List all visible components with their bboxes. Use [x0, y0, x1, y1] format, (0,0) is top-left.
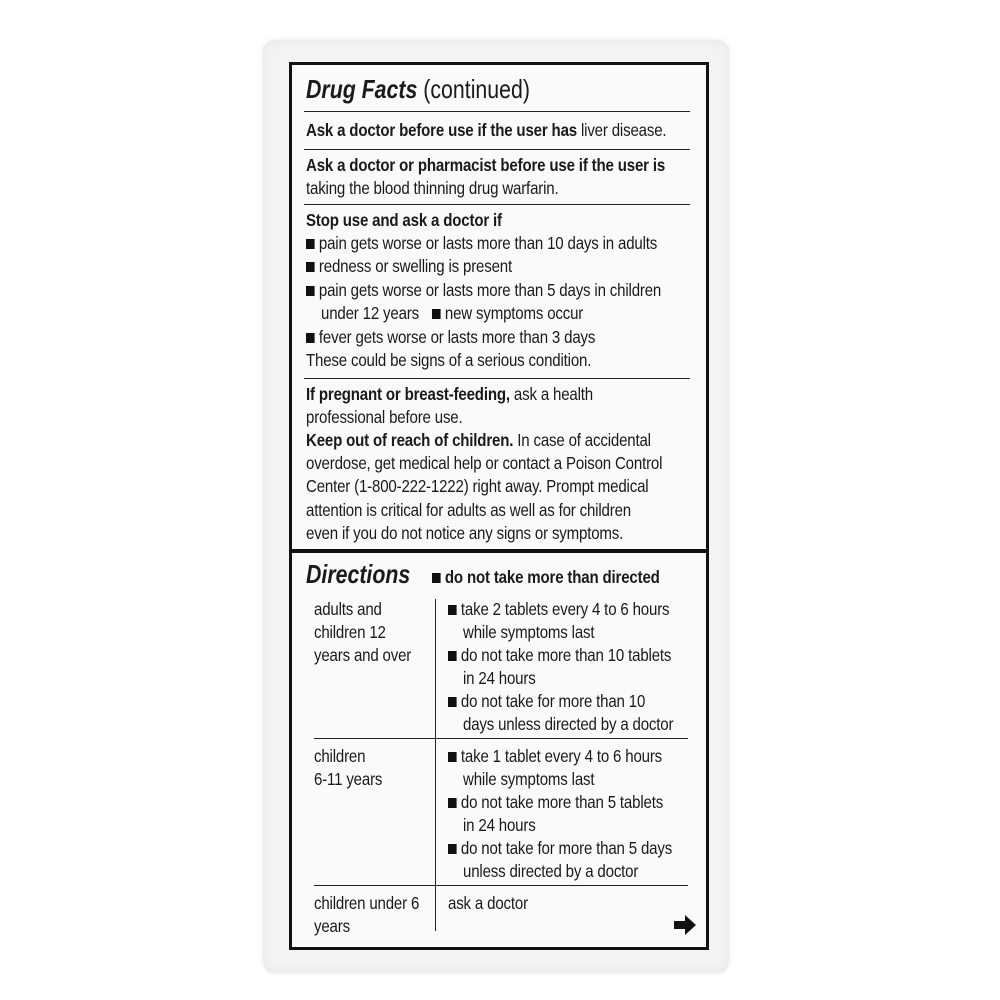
keep-out-text: Center (1-800-222-1222) right away. Prompt medical [306, 476, 649, 496]
directions-title: Directions [306, 559, 411, 589]
warfarin-warning-text: taking the blood thinning drug warfarin. [306, 178, 559, 198]
pregnancy-warning-bold: If pregnant or breast-feeding, [306, 384, 510, 404]
pregnancy-warning-text: ask a health [513, 384, 594, 404]
table-cell-who: 6-11 years [314, 769, 383, 789]
directions-note: do not take more than directed [432, 566, 660, 589]
liver-warning-text: liver disease. [580, 120, 667, 140]
table-cell-dose: days unless directed by a doctor [463, 714, 674, 734]
table-row-divider [314, 885, 688, 886]
keep-out-text: even if you do not notice any signs or symptoms. [306, 523, 624, 543]
table-cell-who: children [314, 746, 366, 766]
stop-use-item-cont: under 12 years [321, 303, 419, 323]
table-cell-dose: while symptoms last [463, 769, 595, 789]
pregnancy-warning-text-2: professional before use. [306, 407, 463, 427]
table-cell-who: children under 6 [314, 893, 420, 913]
liver-warning [306, 119, 666, 142]
drug-facts-panel [289, 62, 709, 950]
table-cell-dose: unless directed by a doctor [463, 861, 639, 881]
keep-out-warning [306, 429, 651, 452]
table-cell-dose: do not take more than 5 tablets [448, 791, 663, 814]
table-cell-dose: do not take for more than 10 [448, 690, 645, 713]
title-suffix: (continued) [423, 74, 530, 104]
pregnancy-warning [306, 383, 593, 406]
table-cell-dose: take 1 tablet every 4 to 6 hours [448, 745, 662, 768]
stop-use-item: fever gets worse or lasts more than 3 days [306, 326, 595, 349]
table-cell-who: adults and [314, 599, 382, 619]
liver-warning-bold: Ask a doctor before use if the user has [306, 120, 577, 140]
stop-use-item: pain gets worse or lasts more than 10 days in adults [306, 232, 657, 255]
divider [304, 111, 690, 112]
stop-use-closing: These could be signs of a serious condition. [306, 350, 592, 370]
keep-out-text: attention is critical for adults as well as for children [306, 500, 631, 520]
table-cell-who: children 12 [314, 622, 386, 642]
table-cell-dose: take 2 tablets every 4 to 6 hours [448, 598, 669, 621]
divider [304, 149, 690, 150]
title-text: Drug Facts [306, 74, 418, 104]
table-cell-who: years [314, 916, 350, 936]
table-column-divider [435, 599, 436, 931]
table-cell-dose: in 24 hours [463, 815, 536, 835]
stop-use-item: pain gets worse or lasts more than 5 days in children [306, 279, 661, 302]
table-row-divider [314, 738, 688, 739]
keep-out-bold: Keep out of reach of children. [306, 430, 514, 450]
table-cell-dose: do not take for more than 5 days [448, 837, 672, 860]
table-cell-dose: in 24 hours [463, 668, 536, 688]
arrow-right-icon [674, 915, 696, 935]
stop-use-item: new symptoms occur [432, 302, 583, 325]
table-cell-who: years and over [314, 645, 412, 665]
table-cell-dose: ask a doctor [448, 893, 528, 913]
divider [304, 378, 690, 379]
keep-out-text: In case of accidental [517, 430, 651, 450]
section-separator [292, 549, 706, 553]
keep-out-text: overdose, get medical help or contact a Poison Control [306, 453, 663, 473]
table-cell-dose: do not take more than 10 tablets [448, 644, 671, 667]
warfarin-warning-bold: Ask a doctor or pharmacist before use if the user is [306, 155, 666, 175]
stop-use-heading: Stop use and ask a doctor if [306, 210, 502, 230]
table-cell-dose: while symptoms last [463, 622, 595, 642]
stop-use-item: redness or swelling is present [306, 255, 512, 278]
divider [304, 204, 690, 205]
drug-facts-title [306, 74, 530, 105]
